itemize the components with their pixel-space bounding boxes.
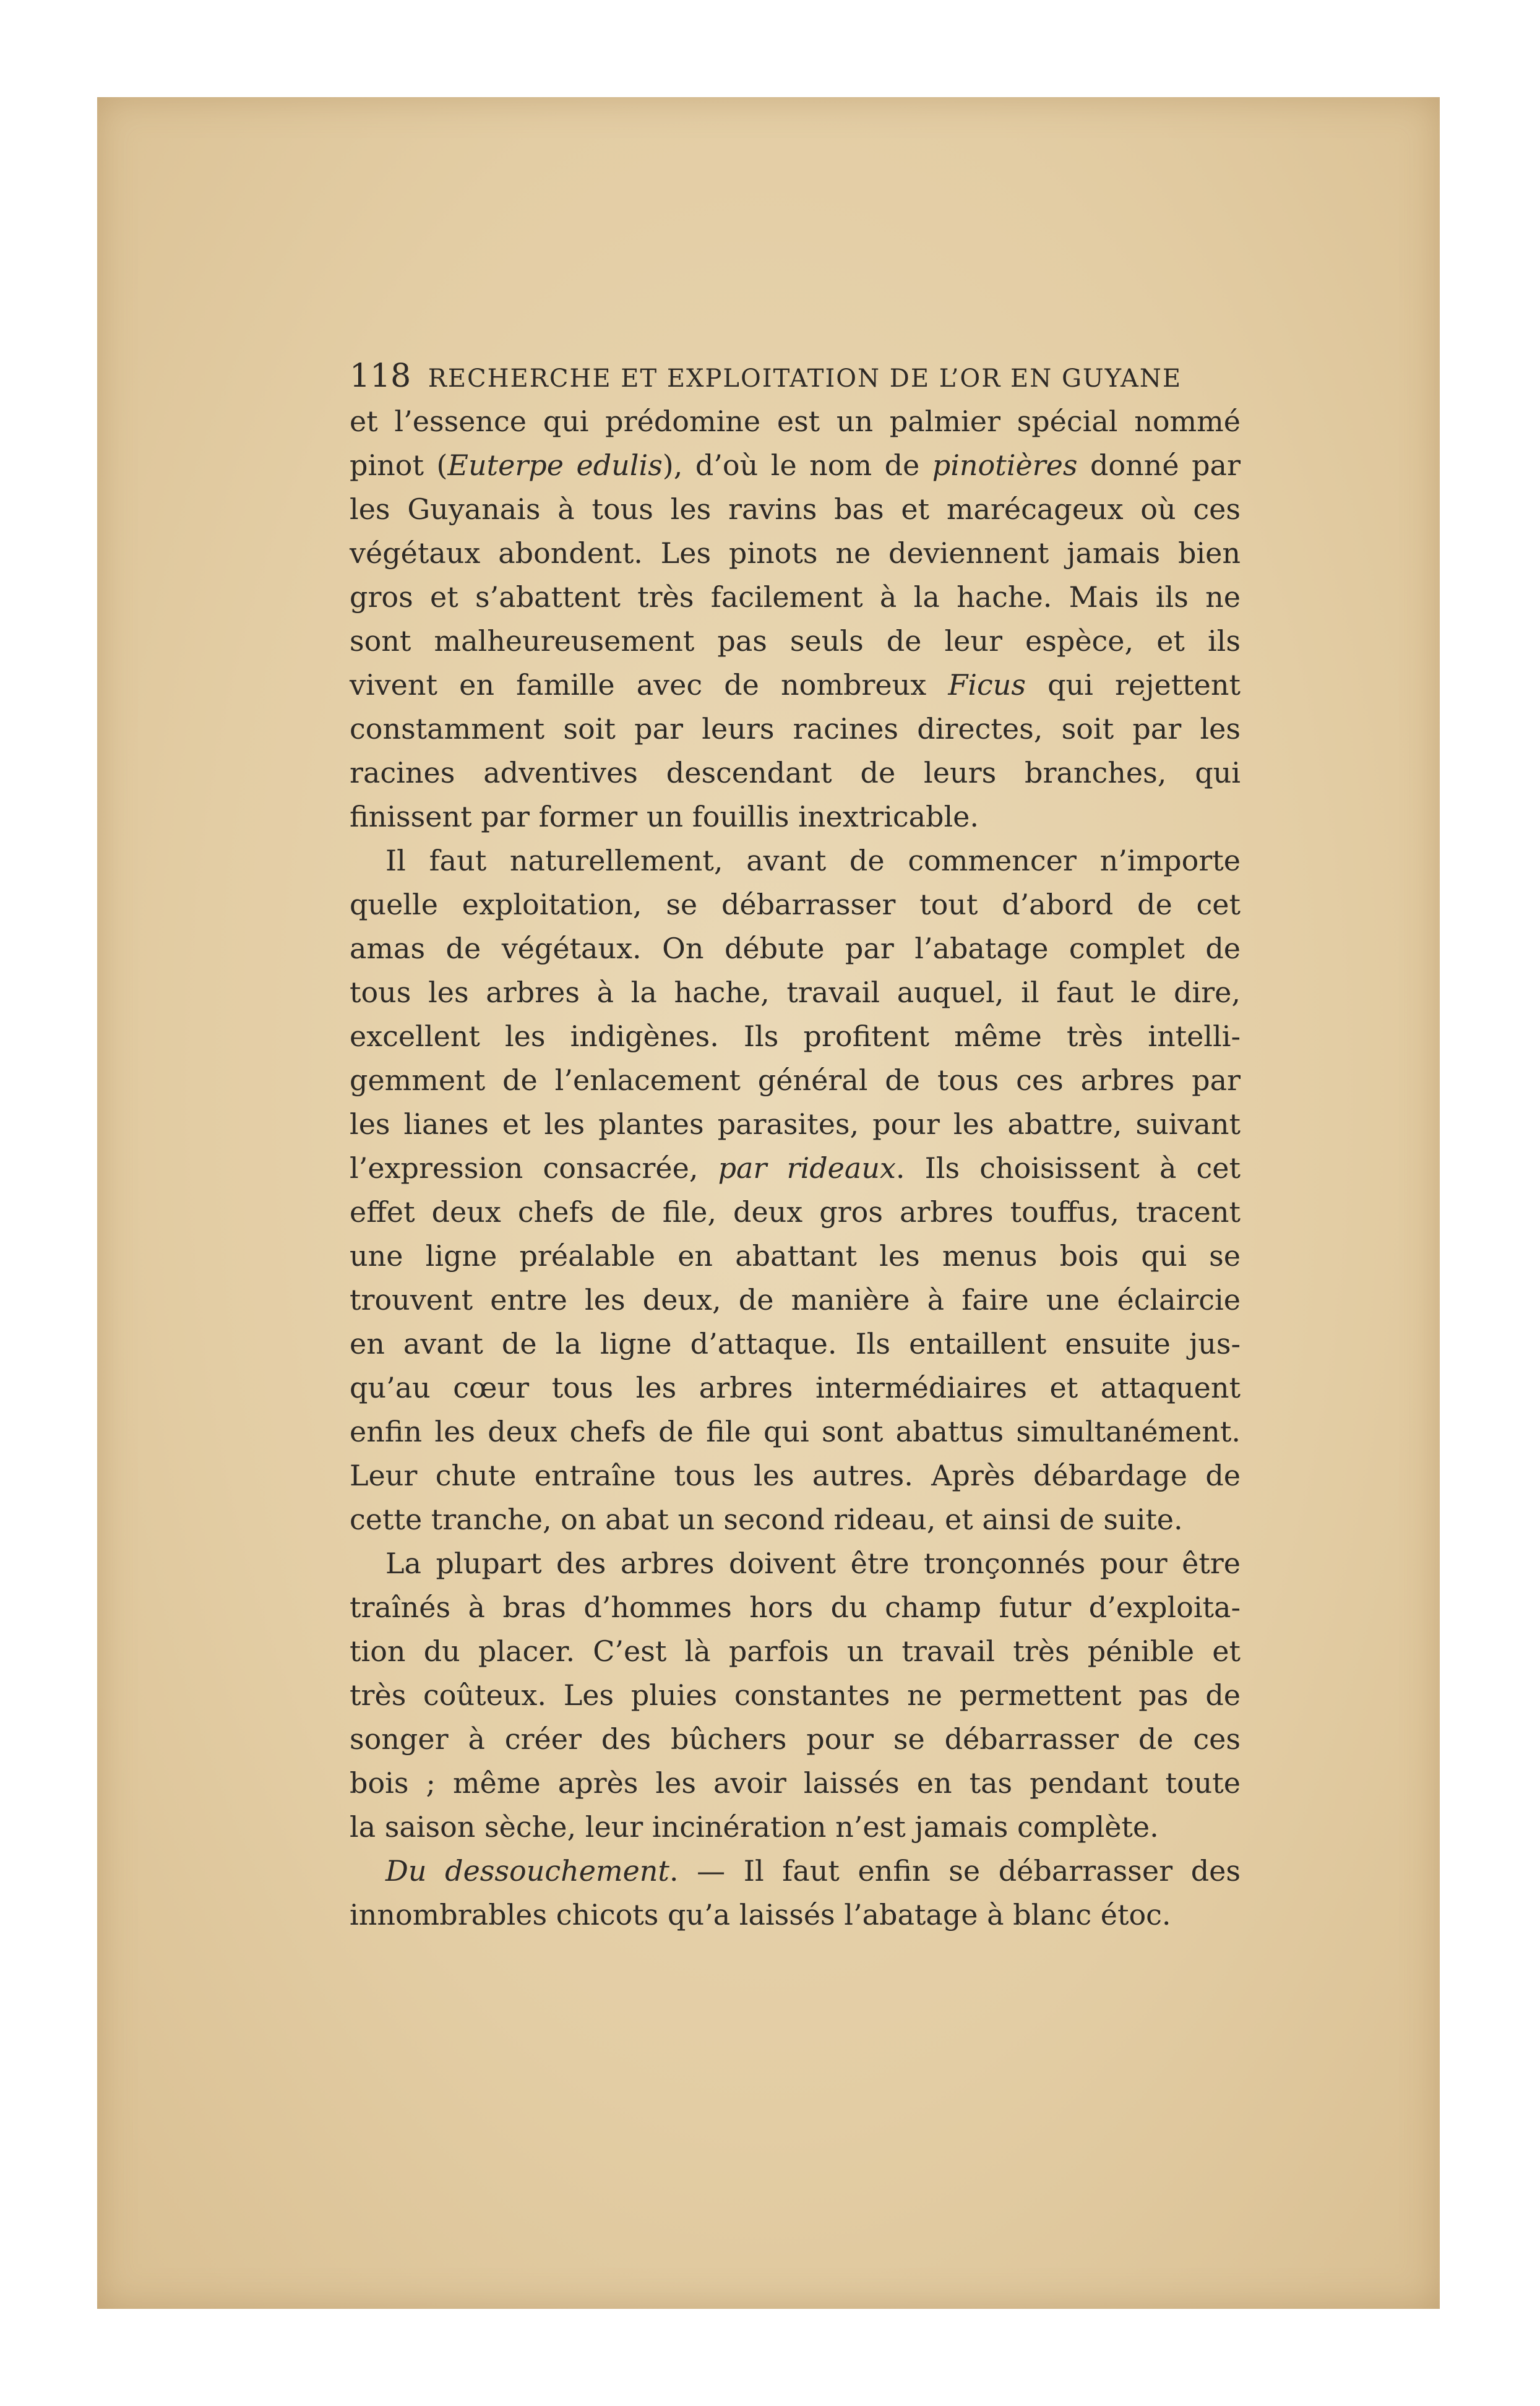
page-number: 118 [350, 358, 411, 395]
body-line: constamment soit par leurs racines directes, soit par les [350, 712, 1241, 745]
body-line: cette tranche, on abat un second rideau, et ainsi de suite. [350, 1503, 1183, 1536]
body-line: enfin les deux chefs de file qui sont abattus simultanément. [350, 1415, 1241, 1448]
body-line: bois ; même après les avoir laissés en tas pendant toute [350, 1766, 1241, 1800]
body-line: trouvent entre les deux, de manière à faire une éclaircie [350, 1283, 1241, 1317]
body-line: excellent les indigènes. Ils profitent même très intelli- [350, 1020, 1241, 1053]
body-line: finissent par former un fouillis inextricable. [350, 800, 979, 833]
body-line: qu’au cœur tous les arbres intermédiaires et attaquent [350, 1371, 1241, 1404]
section-heading: Du dessouchement [385, 1854, 669, 1888]
paragraph-start: La plupart des arbres doivent être tronçonnés pour être [385, 1547, 1241, 1580]
body-line: pinot (Euterpe edulis), d’où le nom de pinotières donné par [350, 449, 1241, 482]
body-line: Leur chute entraîne tous les autres. Après débardage de [350, 1459, 1241, 1492]
body-line: sont malheureusement pas seuls de leur espèce, et ils [350, 624, 1241, 658]
body-line: très coûteux. Les pluies constantes ne permettent pas de [350, 1678, 1241, 1712]
body-line: vivent en famille avec de nombreux Ficus qui rejettent [350, 668, 1241, 702]
paragraph-start: Il faut naturellement, avant de commencer n’importe [385, 844, 1241, 877]
genus-name: Ficus [948, 668, 1026, 702]
body-line: gros et s’abattent très facilement à la hache. Mais ils ne [350, 580, 1241, 614]
running-head [350, 358, 1241, 395]
body-line: tous les arbres à la hache, travail auquel, il faut le dire, [350, 976, 1241, 1009]
section-heading-line: Du dessouchement. — Il faut enfin se débarrasser des [385, 1854, 1241, 1888]
term-italic: pinotières [932, 449, 1078, 482]
body-line: l’expression consacrée, par rideaux. Ils choisissent à cet [350, 1151, 1241, 1185]
body-line: songer à créer des bûchers pour se débarrasser de ces [350, 1722, 1241, 1756]
body-line: tion du placer. C’est là parfois un travail très pénible et [350, 1635, 1241, 1668]
body-line: quelle exploitation, se débarrasser tout d’abord de cet [350, 888, 1241, 921]
body-line: innombrables chicots qu’a laissés l’abatage à blanc étoc. [350, 1898, 1171, 1931]
species-name: Euterpe edulis [447, 449, 663, 482]
running-title: RECHERCHE ET EXPLOITATION DE L’OR EN GUYANE [428, 364, 1182, 393]
body-line: et l’essence qui prédomine est un palmier spécial nommé [350, 405, 1241, 438]
body-line: en avant de la ligne d’attaque. Ils entaillent ensuite jus- [350, 1327, 1241, 1360]
body-line: une ligne préalable en abattant les menus bois qui se [350, 1239, 1241, 1273]
page-text [350, 358, 1241, 1937]
body-line: amas de végétaux. On débute par l’abatage complet de [350, 932, 1241, 965]
body-line: la saison sèche, leur incinération n’est jamais complète. [350, 1810, 1159, 1844]
body-line: les Guyanais à tous les ravins bas et marécageux où ces [350, 492, 1241, 526]
body-line: les lianes et les plantes parasites, pour les abattre, suivant [350, 1107, 1241, 1141]
body-line: racines adventives descendant de leurs branches, qui [350, 756, 1241, 789]
body-line: traînés à bras d’hommes hors du champ futur d’exploita- [350, 1591, 1241, 1624]
body-line: gemment de l’enlacement général de tous ces arbres par [350, 1063, 1241, 1097]
term-italic: par rideaux [718, 1151, 896, 1185]
body-line: végétaux abondent. Les pinots ne deviennent jamais bien [350, 536, 1241, 570]
body-line: effet deux chefs de file, deux gros arbres touffus, tracent [350, 1195, 1241, 1229]
